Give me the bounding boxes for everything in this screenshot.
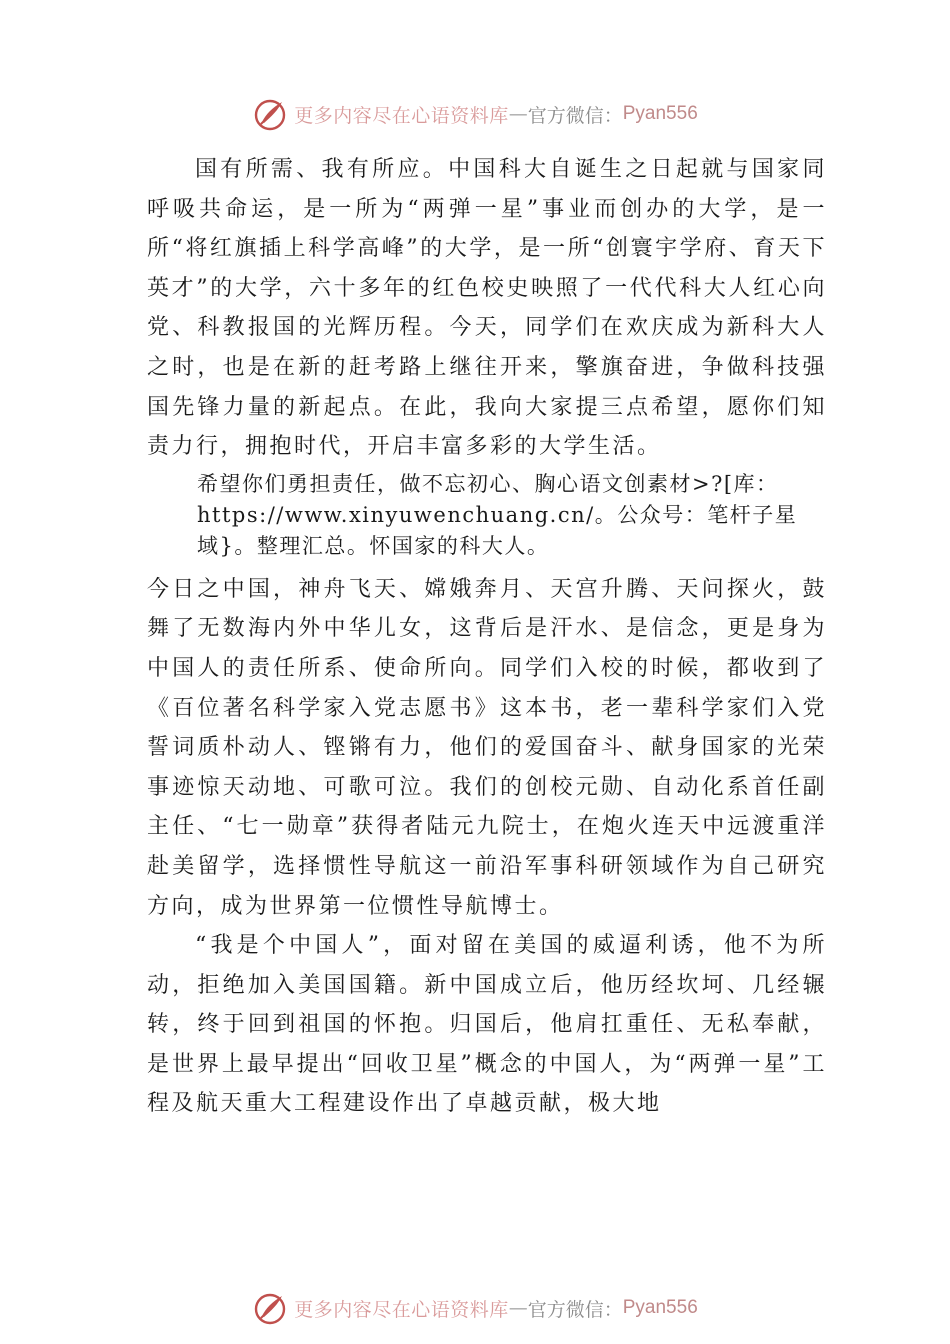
banner-wechat-label: 官方微信： [527,104,623,127]
inserted-note: 希望你们勇担责任，做不忘初心、胸心语文创素材>?[库：https://www.xinyuwenchuang.cn/。公众号：笔杆子星域}。整理汇总。怀国家的科大人。 [197,471,798,558]
banner-wechat-id: Pyan556 [622,103,698,124]
banner-dash: — [508,1297,528,1319]
paragraph-2: 今日之中国，神舟飞天、嫦娥奔月、天宫升腾、天问探火，鼓舞了无数海内外中华儿女，这背后是汗水、是信念，更是身为中国人的责任所系、使命所向。同学们入校的时候，都收到了《百位著名科学家入党志愿书》这本书，老一辈科学家们入党誓词质朴动人、铿锵有力，他们的爱国奋斗、献身国家的光荣事迹惊天动地、可歌可泣。我们的创校元勋、自动化系首任副主任、“七一勋章”获得者陆元九院士，在炮火连天中远渡重洋赴美留学，选择惯性导航这一前沿军事科研领域作为自己研究方向，成为世界第一位惯性导航博士。 [147,576,827,919]
banner-wechat-label: 官方微信： [527,1298,623,1321]
banner-dash: — [508,103,528,125]
footer-banner [0,1288,950,1328]
document-body [147,150,827,1124]
banner-site-name: 更多内容尽在心语资料库 [294,104,509,127]
quill-logo-icon [252,96,288,132]
banner-site-name: 更多内容尽在心语资料库 [294,1298,509,1321]
quill-logo-icon [252,1290,288,1326]
banner-wechat-id: Pyan556 [622,1297,698,1318]
paragraph-3: “我是个中国人”，面对留在美国的威逼利诱，他不为所动，拒绝加入美国国籍。新中国成立后，他历经坎坷、几经辗转，终于回到祖国的怀抱。归国后，他肩扛重任、无私奉献，是世界上最早提出“回收卫星”概念的中国人，为“两弹一星”工程及航天重大工程建设作出了卓越贡献，极大地 [147,933,827,1117]
paragraph-1: 国有所需、我有所应。中国科大自诞生之日起就与国家同呼吸共命运，是一所为“两弹一星”事业而创办的大学，是一所“将红旗插上科学高峰”的大学，是一所“创寰宇学府、育天下英才”的大学，六十多年的红色校史映照了一代代科大人红心向党、科教报国的光辉历程。今天，同学们在欢庆成为新科大人之时，也是在新的赶考路上继往开来，擎旗奋进，争做科技强国先锋力量的新起点。在此，我向大家提三点希望，愿你们知责力行，拥抱时代，开启丰富多彩的大学生活。 [147,157,827,460]
header-banner [0,94,950,134]
